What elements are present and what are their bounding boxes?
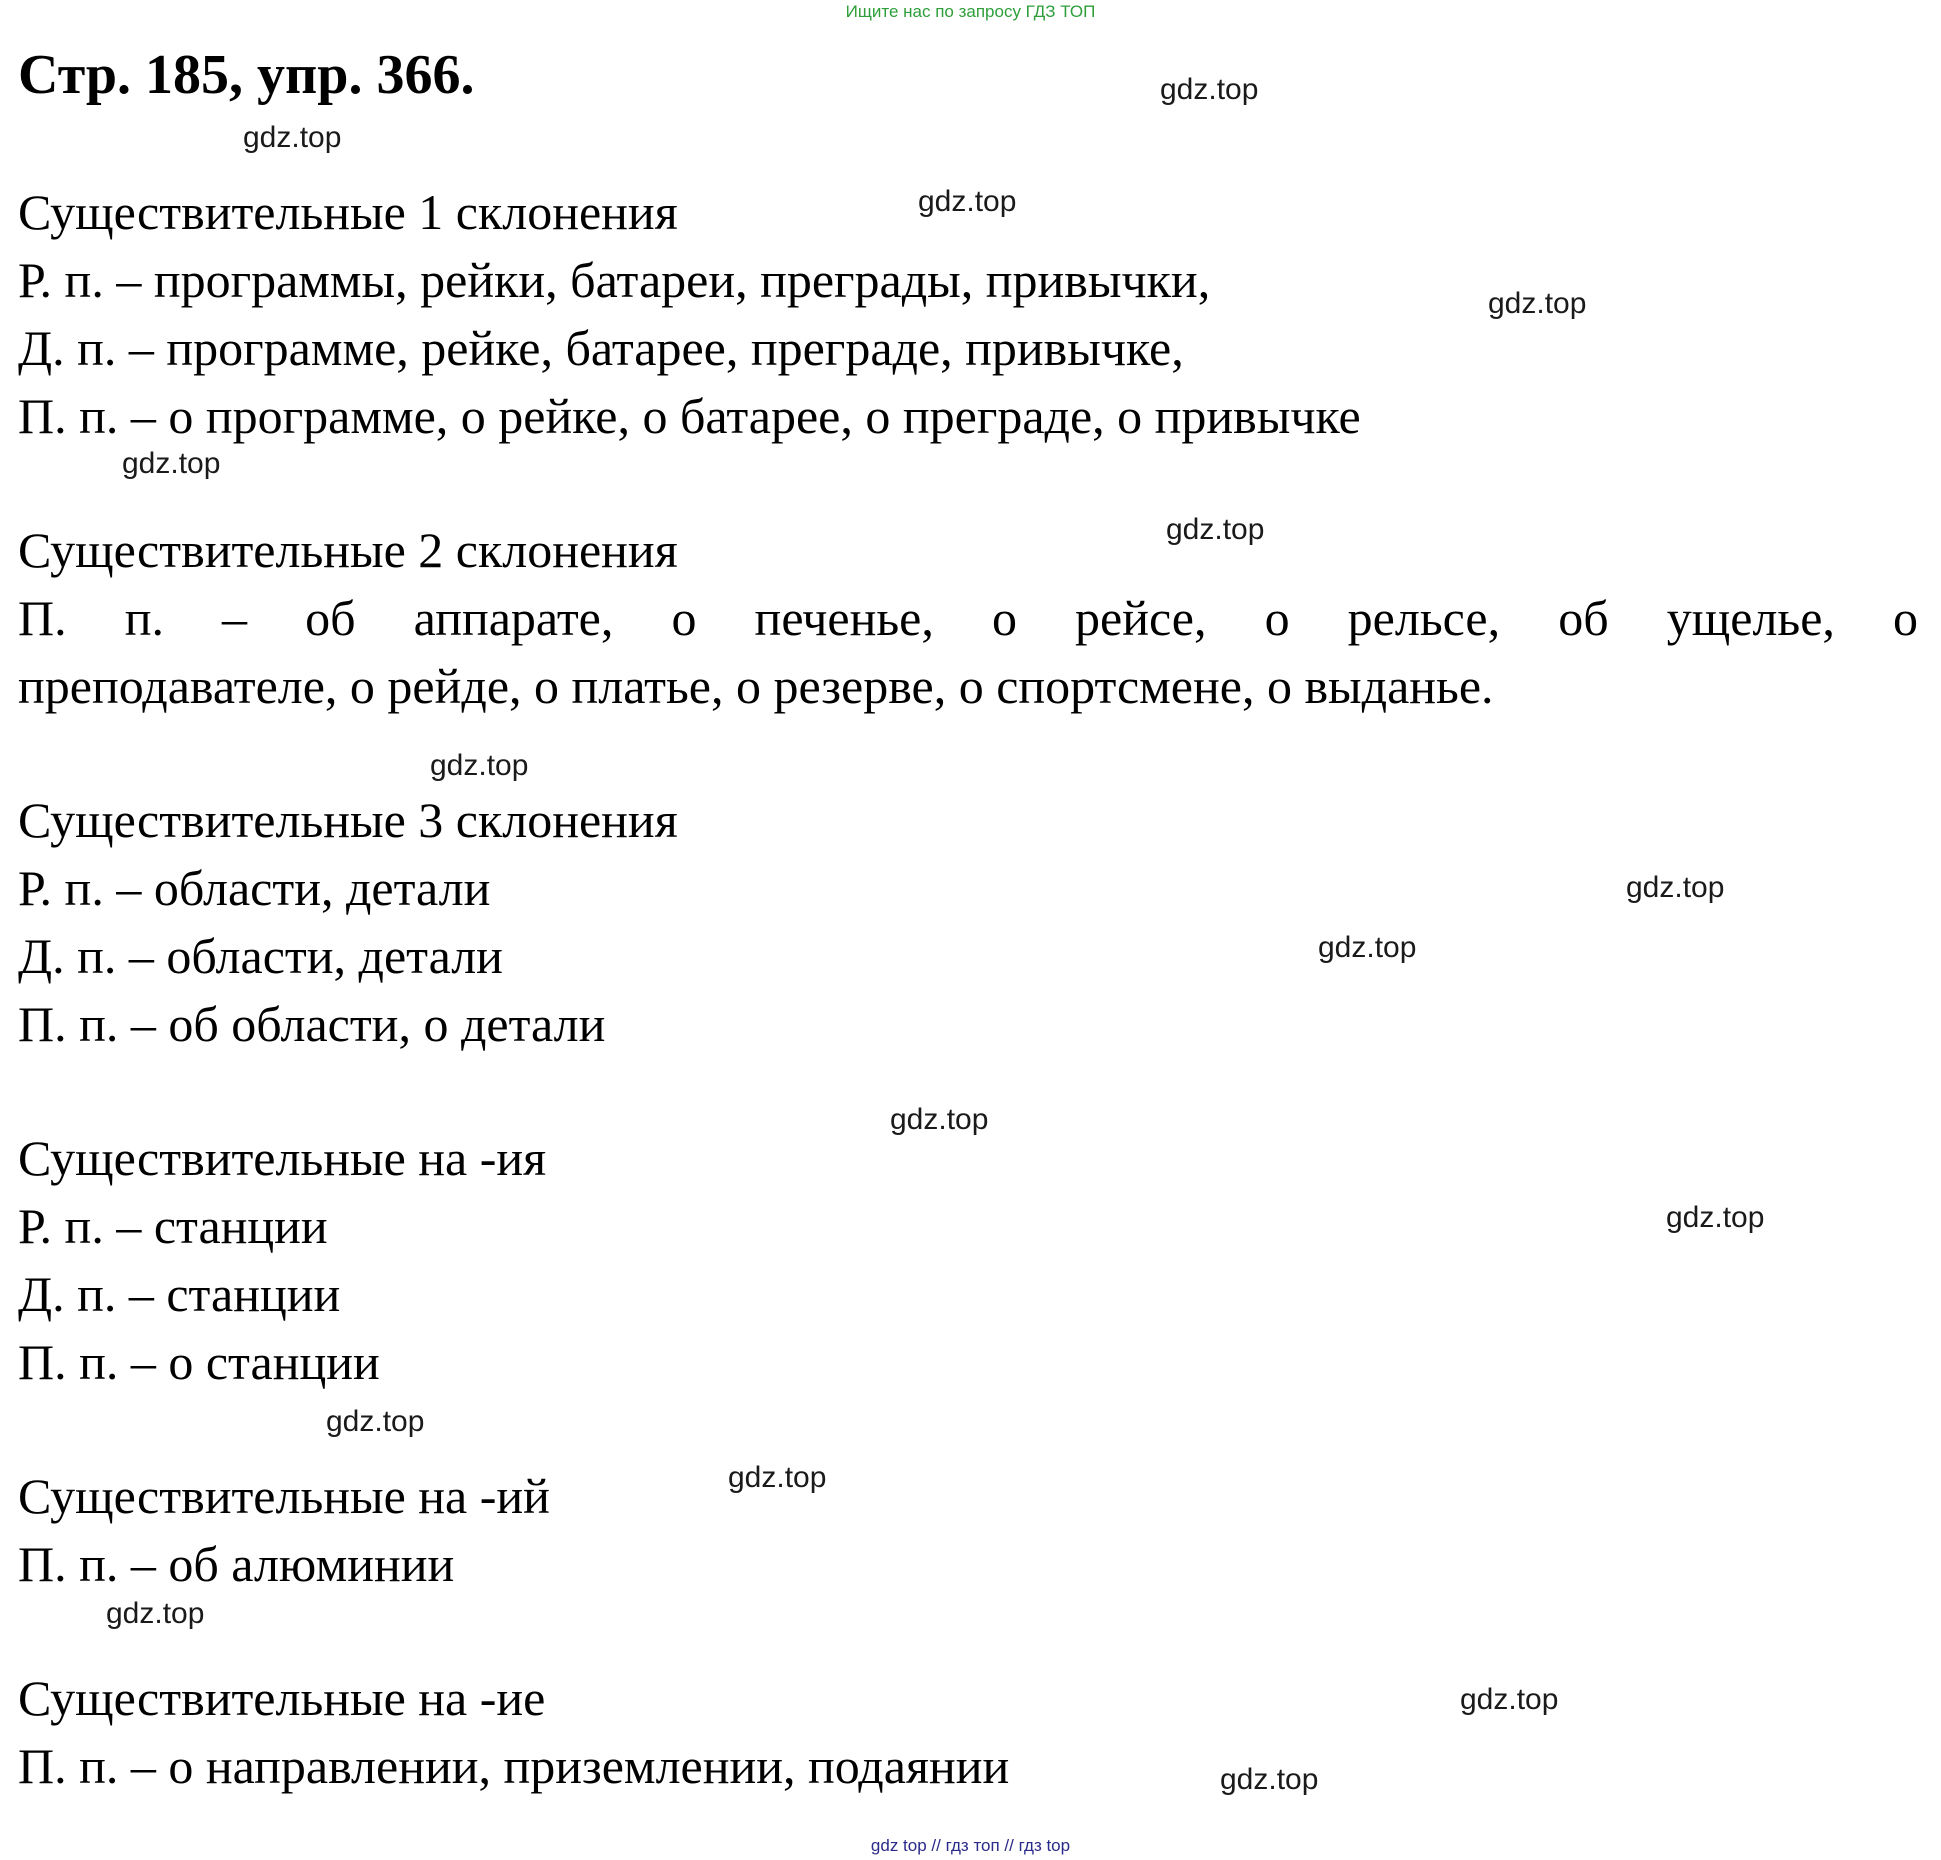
text-line: П. п. – об аппарате, о печенье, о рейсе, о рельсе, об ущелье, о <box>18 590 1918 646</box>
text-line: Р. п. – станции <box>18 1198 328 1254</box>
watermark: gdz.top <box>728 1461 827 1494</box>
section-heading: Существительные 3 склонения <box>18 792 678 848</box>
text-line: преподавателе, о рейде, о платье, о резерве, о спортсмене, о выданье. <box>18 658 1494 714</box>
section-heading: Существительные на -ия <box>18 1130 547 1186</box>
watermark: gdz.top <box>1318 931 1417 964</box>
section-heading: Существительные на -ие <box>18 1670 546 1726</box>
watermark: gdz.top <box>1460 1683 1559 1716</box>
bottom-banner: gdz top // гдз топ // гдз top <box>870 1836 1071 1855</box>
watermark: gdz.top <box>1160 73 1259 106</box>
watermark: gdz.top <box>1166 513 1265 546</box>
watermark: gdz.top <box>1220 1763 1319 1796</box>
text-line: Р. п. – области, детали <box>18 860 491 916</box>
section-heading: Существительные 2 склонения <box>18 522 678 578</box>
text-line: П. п. – о направлении, приземлении, подаянии <box>18 1738 1010 1794</box>
text-line: Д. п. – программе, рейке, батарее, преграде, привычке, <box>18 320 1184 376</box>
section-heading: Существительные на -ий <box>18 1468 550 1524</box>
watermark: gdz.top <box>1488 287 1587 320</box>
text-line: Д. п. – области, детали <box>18 928 503 984</box>
top-banner: Ищите нас по запросу ГДЗ ТОП <box>845 2 1096 21</box>
section-heading: Существительные 1 склонения <box>18 184 678 240</box>
watermark: gdz.top <box>890 1103 989 1136</box>
text-line: П. п. – о программе, о рейке, о батарее, о преграде, о привычке <box>18 388 1361 444</box>
text-line: П. п. – о станции <box>18 1334 380 1390</box>
page-title: Стр. 185, упр. 366. <box>18 44 475 106</box>
watermark: gdz.top <box>243 121 342 154</box>
watermark: gdz.top <box>106 1597 205 1630</box>
text-line: П. п. – об алюминии <box>18 1536 455 1592</box>
watermark: gdz.top <box>918 185 1017 218</box>
text-line: Д. п. – станции <box>18 1266 341 1322</box>
watermark: gdz.top <box>430 749 529 782</box>
text-line: Р. п. – программы, рейки, батареи, преграды, привычки, <box>18 252 1211 308</box>
watermark: gdz.top <box>122 447 221 480</box>
watermark: gdz.top <box>1626 871 1725 904</box>
watermark: gdz.top <box>326 1405 425 1438</box>
watermark: gdz.top <box>1666 1201 1765 1234</box>
text-line: П. п. – об области, о детали <box>18 996 606 1052</box>
